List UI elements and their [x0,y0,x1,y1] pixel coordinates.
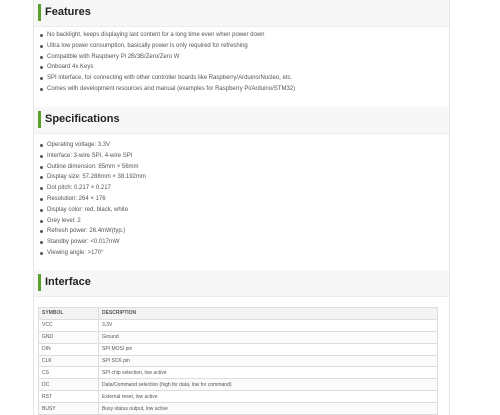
specifications-list [34,140,146,259]
bullet-icon [40,88,43,91]
spec-item-text: Viewing angle: >170° [47,249,104,256]
spec-item-text: Outline dimension: 85mm × 56mm [47,163,139,170]
symbol-cell: CS [39,367,99,379]
feature-item [34,84,295,95]
feature-item-text: SPI interface, for connecting with other controller boards like Raspberry/Arduino/Nucleo, etc. [47,75,293,82]
bullet-icon [40,220,43,223]
feature-item-text: Onboard 4x Keys [47,64,94,71]
bullet-icon [40,155,43,158]
spec-item-text: Display size: 57.288mm × 38.192mm [47,174,146,181]
bullet-icon [40,66,43,69]
bullet-icon [40,56,43,59]
feature-item [34,52,295,63]
description-cell: SPI MOSI pin [99,343,438,355]
spec-item [34,216,146,227]
spec-item-text: Grey level: 2 [47,217,81,224]
table-row [39,391,438,403]
description-cell: SPI chip selection, low active [99,367,438,379]
description-cell: 3.3V [99,319,438,331]
bullet-icon [40,77,43,80]
description-cell: Data/Command selection (high for data, low for command) [99,379,438,391]
feature-item-text: No backlight, keeps displaying last content for a long time even when power down [47,32,265,38]
spec-item [34,248,146,259]
spec-item [34,194,146,205]
table-row [39,343,438,355]
spec-item-text: Resolution: 264 × 176 [47,195,106,202]
table-row [39,319,438,331]
product-detail-panel [33,0,450,415]
table-row [39,403,438,415]
symbol-cell: CLK [39,355,99,367]
features-list [34,30,295,95]
interface-title: Interface [45,276,91,288]
spec-item-text: Operating voltage: 3.3V [47,142,111,148]
symbol-cell: RST [39,391,99,403]
description-cell: SPI SCK pin [99,355,438,367]
table-row [39,355,438,367]
description-cell: External reset, low active [99,391,438,403]
feature-item [34,62,295,73]
spec-item-text: Dot pitch: 0.217 × 0.217 [47,185,111,192]
spec-item-text: Interface: 3-wire SPI, 4-wire SPI [47,152,133,159]
specifications-title: Specifications [45,113,120,125]
feature-item [34,41,295,52]
spec-item [34,237,146,248]
spec-item-text: Standby power: <0.017mW [47,239,120,246]
specifications-header [34,107,449,134]
column-header-symbol: SYMBOL [39,308,99,320]
interface-header [34,270,449,297]
bullet-icon [40,252,43,255]
bullet-icon [40,187,43,190]
feature-item-text: Comes with development resources and manual (examples for Raspberry Pi/Arduino/STM32) [47,85,296,92]
interface-table-header-row [39,308,438,320]
bullet-icon [40,209,43,212]
bullet-icon [40,45,43,48]
spec-item-text: Display color: red, black, white [47,206,129,213]
column-header-description: DESCRIPTION [99,308,438,320]
symbol-cell: DIN [39,343,99,355]
bullet-icon [40,166,43,169]
bullet-icon [40,230,43,233]
bullet-icon [40,198,43,201]
interface-accent-bar [38,274,41,291]
feature-item [34,73,295,84]
feature-item-text: Compatible with Raspberry Pi 2B/3B/Zero/Zero W [47,53,180,60]
table-row [39,379,438,391]
bullet-icon [40,241,43,244]
feature-item [34,30,295,41]
spec-item [34,162,146,173]
feature-item-text: Ultra low power consumption, basically power is only required for refreshing [47,42,248,49]
spec-item [34,226,146,237]
symbol-cell: VCC [39,319,99,331]
bullet-icon [40,144,43,147]
spec-item [34,183,146,194]
spec-item [34,172,146,183]
interface-table [38,307,438,415]
description-cell: Ground [99,331,438,343]
symbol-cell: GND [39,331,99,343]
features-title: Features [45,6,91,18]
bullet-icon [40,176,43,179]
features-accent-bar [38,4,41,21]
description-cell: Busy status output, low active [99,403,438,415]
spec-item [34,151,146,162]
symbol-cell: BUSY [39,403,99,415]
table-row [39,367,438,379]
features-header [34,0,449,27]
symbol-cell: DC [39,379,99,391]
bullet-icon [40,34,43,37]
specifications-accent-bar [38,111,41,128]
spec-item [34,140,146,151]
table-row [39,331,438,343]
spec-item-text: Refresh power: 26.4mW(typ.) [47,228,126,235]
spec-item [34,205,146,216]
